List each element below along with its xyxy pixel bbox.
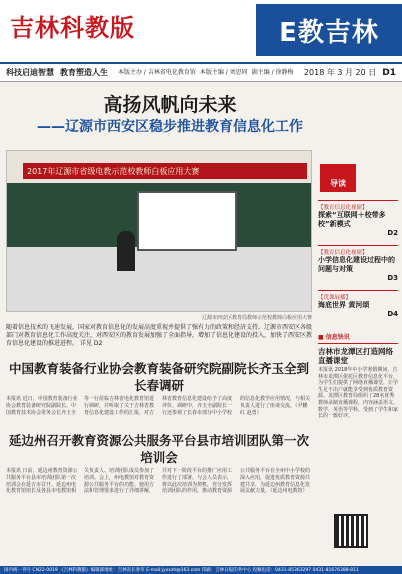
footer: 国内统一刊号 CN22-0019 《吉林科教版》编辑部地址：吉林省长春市 E-mail:jyxxzh@163.com 印刷：吉林日报印务中心 投稿电话：0431-85363297 0431-81676388-811 xyxy=(0,566,402,574)
header xyxy=(0,0,402,62)
toc-page: D3 xyxy=(387,274,398,282)
toc-title: 海底世界 黄河颂 xyxy=(318,301,370,309)
editors-organizer: 本版主办 / 吉林省电化教育馆 xyxy=(118,69,196,76)
editors-deputy: 副主编 / 徐静梅 xyxy=(251,69,294,76)
page-number: D1 xyxy=(382,67,396,78)
meta-bar xyxy=(0,62,402,82)
toc-title: 探索“互联网＋校带多校”新模式 xyxy=(318,211,386,228)
lead-text: 随着信息技术的飞速发展，国家对教育信息化的发展高度重视并提供了强有力的政策和经济支持。辽源市西安区各级部门对教育信息化工作高度关注，对西安区的教育发展加强了全面指导，增加了信息化建设的投入，加快了西安区教育信息化建设的推进进程。 xyxy=(6,324,313,347)
slogan-right: 教育塑造人生 xyxy=(60,68,108,77)
article1-body: 本报讯 近日，中国教育装备行业协会教育装备研究院副院长、中国教育技术协会常务会长齐玉全等一行莅临吉林省电化教育馆进行调研，并听取了关于吉林省教育信息化建设工作的汇报，对吉林省教育信息化建设给予了高度评价。调研中，齐玉全副院长一行还参观了长春市部分中小学校的信息化教学应用情况，与相关负责人进行了座谈交流。（尹鹏红 赵勇） xyxy=(6,396,311,416)
sidebar xyxy=(318,84,398,566)
speaker-figure xyxy=(117,231,135,271)
toc-section: 【教育信息化视窗】 xyxy=(318,205,368,211)
lead-paragraph xyxy=(6,324,313,347)
photo-banner: 2017年辽源市省级电教示范校教师白板应用大赛 xyxy=(23,163,307,179)
subheadline: ——辽源市西安区稳步推进教育信息化工作 xyxy=(37,119,303,135)
article1-title: 中国教育装备行业协会教育装备研究院副院长齐玉全到长春调研 xyxy=(8,361,309,393)
issue-date: 2018 年 3 月 20 日 xyxy=(303,68,377,77)
news-label: ■ 信息快讯 xyxy=(318,332,398,344)
photo-caption: 辽源市西安区教育局教师示范校教师白板应用大赛 xyxy=(201,315,312,321)
news-brief xyxy=(318,332,398,487)
toc-item[interactable] xyxy=(318,200,398,241)
toc-title: 小学信息化建设过程中的问题与对策 xyxy=(318,256,395,273)
article2-body: 本报讯 日前，延边州教育资源公共服务平台县市培训团队第一次培训会在延吉市召开。延边州电化教育馆馆长及各县市电教馆相关负责人、培训团队成员参加了培训。会上，州电教馆对教育资源公共服务平台的功能、使用方法和管理要求进行了详细讲解，并对下一阶段平台的推广应用工作进行了部署。与会人员表示，将以此次培训为契机，充分发挥培训团队的作用，推动教育资源公共服务平台在全州中小学校的深入应用，促进优质教育资源共建共享，为延边州教育信息化发展贡献力量。（延边州电教馆） xyxy=(6,468,311,495)
lead-credit: 详见 D2 xyxy=(79,340,103,347)
guide-label: 导读 xyxy=(320,164,356,192)
news-title: 吉林市龙潭区打造网络直播课堂 xyxy=(318,347,393,365)
article2-title: 延边州召开教育资源公共服务平台县市培训团队第一次培训会 xyxy=(8,433,309,465)
news-body: 本报讯 2018年中小学寒假期间，吉林市龙潭区依托区教育信息化平台，为学生们提供了网络直播课堂，让学生足不出户就能享受到优质教育资源。龙潭区教育局组织了28名优秀教师录制直播课程，内容涵盖语文、数学、英语等学科，受到了学生和家长的一致好评。 xyxy=(318,367,399,420)
headline: 高扬风帆向未来 xyxy=(103,94,237,116)
toc-section: 【教育信息化视窗】 xyxy=(318,250,368,256)
toc-section: 【优课展播】 xyxy=(318,295,352,301)
brand-block: E教吉林 xyxy=(256,4,402,56)
qr-code-icon xyxy=(334,514,368,548)
lead-photo xyxy=(6,150,312,312)
toc-item[interactable] xyxy=(318,290,398,322)
slogan-left: 科技启迪智慧 xyxy=(6,68,54,77)
toc-item[interactable] xyxy=(318,245,398,286)
editors-chief: 本版主编 / 刘思同 xyxy=(199,69,248,76)
table-of-contents xyxy=(318,200,398,326)
toc-page: D2 xyxy=(387,229,398,237)
masthead: 吉林科教版 xyxy=(10,13,135,42)
whiteboard-figure xyxy=(137,191,237,251)
toc-page: D4 xyxy=(387,310,398,318)
